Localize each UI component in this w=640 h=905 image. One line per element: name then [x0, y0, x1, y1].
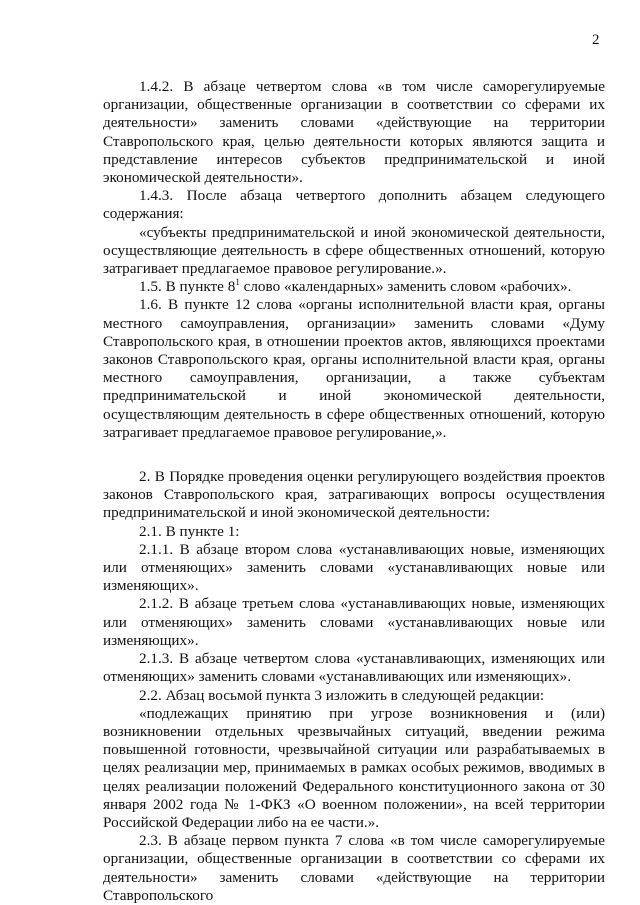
paragraph-quote-subjects: «субъекты предпринимательской и иной экономической деятельности, осуществляющие деятельность в сфере общественных отношений, которую затрагивает предлагаемое правовое регулирование.».: [103, 223, 605, 278]
paragraph-2-1-1: 2.1.1. В абзаце втором слова «устанавливающих новые, изменяющих или отменяющих» заменить словами «устанавливающих новые или изменяющих».: [103, 540, 605, 595]
paragraph-quote-emergency: «подлежащих принятию при угрозе возникновения и (или) возникновении отдельных чрезвычайных ситуаций, введении режима повышенной готовности, чрезвычайной ситуации или разрабатываемых в целях реализации мер, принимаемых в рамках особых режимов, вводимых в целях реализации положений Федерального конституционного закона от 30 января 2002 года № 1-ФКЗ «О военном положении», на всей территории Российской Федерации либо на ее части.».: [103, 704, 605, 831]
section-gap: [103, 442, 605, 468]
paragraph-2-1-2: 2.1.2. В абзаце третьем слова «устанавливающих новые, изменяющих или отменяющих» заменить словами «устанавливающих новые или изменяющих».: [103, 595, 605, 649]
paragraph-2-2: 2.2. Абзац восьмой пункта 3 изложить в следующей редакции:: [139, 686, 545, 704]
document-body: [103, 78, 605, 905]
page-number: 2: [592, 32, 600, 48]
paragraph-1-6: 1.6. В пункте 12 слова «органы исполнительной власти края, органы местного самоуправления, организации» заменить словами «Думу Ставропольского края, в отношении проектов актов, являющихся проектами законов Ставропольского края, органы исполнительной власти края, органы местного самоуправления, организации, а также субъектам предпринимательской и иной экономической деятельности, осуществляющим деятельность в сфере общественных отношений, которую затрагивает предлагаемое правовое регулирование,».: [103, 296, 605, 441]
paragraph-1-5-after: слово «календарных» заменить словом «рабочих».: [239, 278, 572, 296]
paragraph-2-1: 2.1. В пункте 1:: [139, 522, 240, 540]
paragraph-1-5-superscript: 1: [235, 277, 240, 288]
paragraph-1-5: [103, 278, 605, 296]
paragraph-2: 2. В Порядке проведения оценки регулирующего воздействия проектов законов Ставропольского края, затрагивающих вопросы осуществления предпринимательской и иной экономической деятельности:: [103, 468, 605, 522]
paragraph-1-5-before: 1.5. В пункте 8: [139, 278, 236, 296]
paragraph-2-3: 2.3. В абзаце первом пункта 7 слова «в том числе саморегулируемые организации, общественные организации в соответствии со сферами их деятельности» заменить словами «действующие на территории Ставропольского: [103, 832, 605, 904]
paragraph-1-4-2: 1.4.2. В абзаце четвертом слова «в том числе саморегулируемые организации, общественные организации в соответствии со сферами их деятельности» заменить словами «действующие на территории Ставропольского края, целью деятельности которых являются защита и представление интересов субъектов предпринимательской и иной экономической деятельности».: [103, 78, 605, 187]
paragraph-1-4-3: 1.4.3. После абзаца четвертого дополнить абзацем следующего содержания:: [103, 187, 605, 223]
paragraph-2-1-3: 2.1.3. В абзаце четвертом слова «устанавливающих, изменяющих или отменяющих» заменить словами «устанавливающих или изменяющих».: [103, 650, 605, 686]
